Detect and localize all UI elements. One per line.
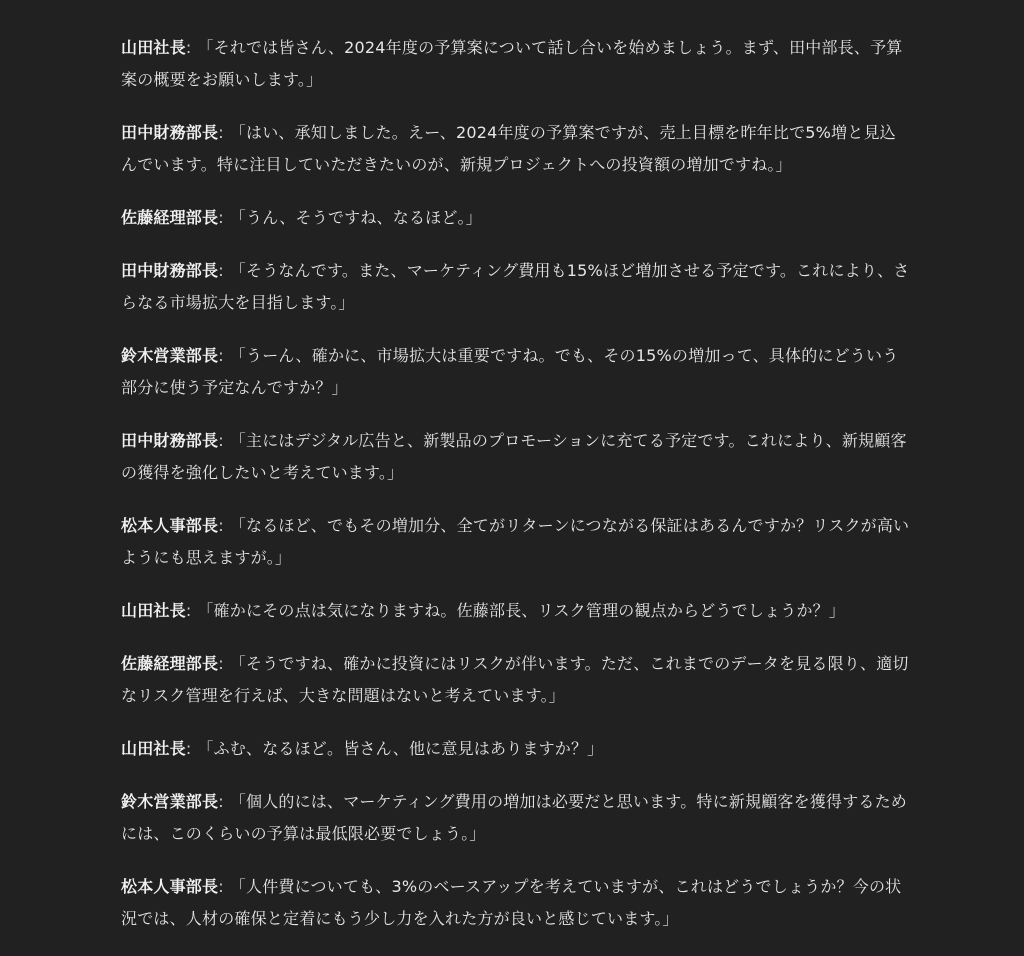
utterance-text: 「人件費についても、3%のベースアップを考えていますが、これはどうでしょうか？今の状況では、人材の確保と定着にもう少し力を入れた方が良いと感じています。」 <box>121 877 902 928</box>
speaker-name: 田中財務部長 <box>121 123 219 142</box>
speaker-name: 松本人事部長 <box>121 516 219 535</box>
meeting-transcript <box>121 32 911 956</box>
speaker-separator: : <box>218 654 224 673</box>
utterance-text: 「それでは皆さん、2024年度の予算案について話し合いを始めましょう。まず、田中部長、予算案の概要をお願いします。」 <box>121 38 903 89</box>
transcript-turn <box>121 255 911 319</box>
speaker-separator: : <box>218 792 224 811</box>
speaker-separator: : <box>185 38 192 57</box>
transcript-turn <box>121 733 911 765</box>
speaker-separator: : <box>218 261 224 280</box>
speaker-separator: : <box>218 516 224 535</box>
speaker-name: 佐藤経理部長 <box>121 208 219 227</box>
utterance-text: 「はい、承知しました。えー、2024年度の予算案ですが、売上目標を昨年比で5%増と見込んでいます。特に注目していただきたいのが、新規プロジェクトへの投資額の増加ですね。」 <box>121 123 896 174</box>
transcript-turn <box>121 871 911 935</box>
transcript-turn <box>121 117 911 181</box>
speaker-separator: : <box>218 208 224 227</box>
speaker-separator: : <box>185 739 192 758</box>
transcript-turn <box>121 202 911 234</box>
speaker-name: 山田社長 <box>121 38 186 57</box>
speaker-name: 佐藤経理部長 <box>121 654 219 673</box>
utterance-text: 「うーん、確かに、市場拡大は重要ですね。でも、その15%の増加って、具体的にどういう部分に使う予定なんですか？」 <box>121 346 899 397</box>
transcript-turn <box>121 510 911 574</box>
speaker-name: 田中財務部長 <box>121 431 219 450</box>
speaker-name: 山田社長 <box>121 739 186 758</box>
speaker-separator: : <box>218 431 224 450</box>
speaker-name: 山田社長 <box>121 601 186 620</box>
speaker-name: 鈴木営業部長 <box>121 792 219 811</box>
transcript-turn <box>121 786 911 850</box>
utterance-text: 「個人的には、マーケティング費用の増加は必要だと思います。特に新規顧客を獲得するためには、このくらいの予算は最低限必要でしょう。」 <box>121 792 907 843</box>
transcript-turn <box>121 340 911 404</box>
transcript-turn <box>121 425 911 489</box>
speaker-name: 鈴木営業部長 <box>121 346 219 365</box>
transcript-turn <box>121 32 911 96</box>
speaker-separator: : <box>218 877 224 896</box>
utterance-text: 「ふむ、なるほど。皆さん、他に意見はありますか？」 <box>197 739 604 758</box>
utterance-text: 「なるほど、でもその増加分、全てがリターンにつながる保証はあるんですか？リスクが高いようにも思えますが。」 <box>121 516 910 567</box>
speaker-separator: : <box>218 346 224 365</box>
speaker-separator: : <box>218 123 224 142</box>
transcript-turn <box>121 648 911 712</box>
utterance-text: 「うん、そうですね、なるほど。」 <box>229 208 482 227</box>
utterance-text: 「主にはデジタル広告と、新製品のプロモーションに充てる予定です。これにより、新規顧客の獲得を強化したいと考えています。」 <box>121 431 907 482</box>
transcript-turn <box>121 595 911 627</box>
utterance-text: 「そうなんです。また、マーケティング費用も15%ほど増加させる予定です。これにより、さらなる市場拡大を目指します。」 <box>121 261 910 312</box>
utterance-text: 「確かにその点は気になりますね。佐藤部長、リスク管理の観点からどうでしょうか？」 <box>197 601 846 620</box>
utterance-text: 「そうですね、確かに投資にはリスクが伴います。ただ、これまでのデータを見る限り、適切なリスク管理を行えば、大きな問題はないと考えています。」 <box>121 654 909 705</box>
speaker-separator: : <box>185 601 192 620</box>
speaker-name: 松本人事部長 <box>121 877 219 896</box>
speaker-name: 田中財務部長 <box>121 261 219 280</box>
